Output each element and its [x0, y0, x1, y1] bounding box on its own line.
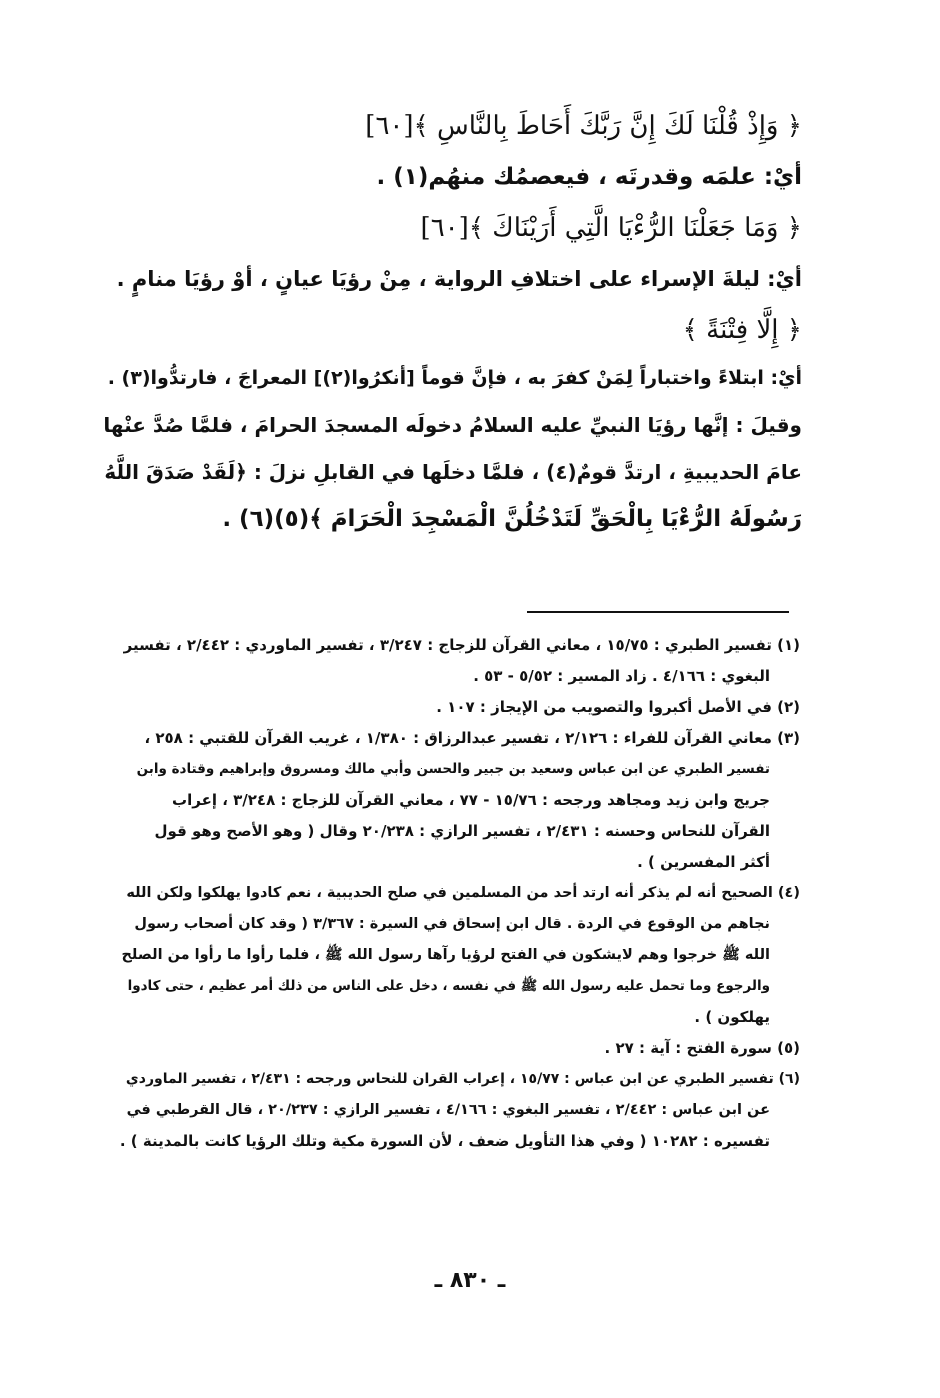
footnote-line: عن ابن عباس : ٢/٤٤٢ ، تفسير البغوي : ٤/١٦٦ ، تفسير الرازي : ٢٠/٢٣٧ ، قال القرطبي في — [126, 1102, 770, 1118]
explanation-paragraph — [102, 355, 802, 543]
footnote-line: جريج وابن زيد ومجاهد ورجحه : ١٥/٧٦ - ٧٧ ، معاني القرآن للزجاج : ٣/٢٤٨ ، إعراب — [172, 791, 770, 809]
footnote-line: تفسير الطبري عن ابن عباس وسعيد بن جبير والحسن وأبي مالك ومسروق وإبراهيم وقتادة وابن — [136, 761, 770, 777]
footnote-line: الله ﷺ خرجوا وهم لايشكون في الفتح لرؤيا رآها رسول الله ﷺ ، فلما رأوا ما رأوا من الصلح — [121, 947, 770, 963]
footnote-line: القرآن للنحاس وحسنه : ٢/٤٣١ ، تفسير الرازي : ٢٠/٢٣٨ وقال ( وهو الأصح وهو قول — [154, 822, 770, 840]
footnote-line: أكثر المفسرين ) . — [637, 853, 770, 871]
footnote-line: (٦) تفسير الطبري عن ابن عباس : ١٥/٧٧ ، إعراب القران للنحاس ورجحه : ٢/٤٣١ ، تفسير الماوردي — [125, 1071, 800, 1087]
footnotes — [120, 630, 800, 1157]
footnote-line: يهلكون ) . — [694, 1008, 770, 1026]
tafsir-line: أيْ: علمَه وقدرتَه ، فيعصمُك منهُم(١) . — [376, 164, 802, 190]
footnote-line: (٤) الصحيح أنه لم يذكر أنه ارتد أحد من المسلمين في صلح الحديبية ، نعم كادوا يهلكوا ولكن الله — [126, 885, 800, 901]
main-text — [102, 100, 802, 356]
footnote-line: نجاهم من الوقوع في الردة . قال ابن إسحاق في السيرة : ٣/٣٦٧ ( وقد كان أصحاب رسول — [134, 916, 770, 932]
page-number: ـ ٨٣٠ ـ — [434, 1268, 506, 1293]
paragraph-line: رَسُولَهُ الرُّءْيَا بِالْحَقِّ لَتَدْخُلُنَّ الْمَسْجِدَ الْحَرَامَ ﴾(٥)(٦) . — [222, 506, 802, 532]
footnote-line: والرجوع وما تحمل عليه رسول الله ﷺ في نفسه ، دخل على الناس من ذلك أمر عظيم ، حتى كادوا — [127, 978, 770, 994]
tafsir-line: أيْ: ليلةَ الإسراء على اختلافِ الرواية ، مِنْ رؤيَا عيانٍ ، أوْ رؤيَا منامٍ . — [116, 267, 802, 291]
verse-line: ﴿ إِلَّا فِتْنَةً ﴾ — [682, 315, 802, 345]
verse-line: ﴿ وَإِذْ قُلْنَا لَكَ إِنَّ رَبَّكَ أَحَاطَ بِالنَّاسِ ﴾[٦٠] — [365, 111, 802, 141]
paragraph-line: أيْ: ابتلاءً واختباراً لِمَنْ كفرَ به ، فإنَّ قوماً [أنكرُوا(٢)] المعراجَ ، فارتدُّوا(٣) . — [107, 367, 802, 389]
footnote-line: تفسيره : ١٠٢٨٢ ( وفي هذا التأويل ضعف ، لأن السورة مكية وتلك الرؤيا كانت بالمدينة ) . — [120, 1132, 770, 1150]
footnote-line: (٣) معاني القرآن للفراء : ٢/١٢٦ ، تفسير عبدالرزاق : ١/٣٨٠ ، غريب القرآن للقتبي : ٢٥٨ ، — [144, 729, 800, 747]
verse-line: ﴿ وَمَا جَعَلْنَا الرُّءْيَا الَّتِي أَرَيْنَاكَ ﴾[٦٠] — [420, 213, 802, 243]
paragraph-line: وقيلَ : إنَّها رؤيَا النبيِّ عليه السلامُ دخولَه المسجدَ الحرامَ ، فلمَّا صُدَّ عنْها — [103, 413, 802, 437]
footnote-line: البغوي : ٤/١٦٦ . زاد المسير : ٥/٥٢ - ٥٣ . — [473, 667, 770, 685]
footnote-line: (١) تفسير الطبري : ١٥/٧٥ ، معاني القرآن للزجاج : ٣/٢٤٧ ، تفسير الماوردي : ٢/٤٤٢ ، تفسير — [123, 636, 800, 654]
footnote-divider — [527, 611, 789, 613]
footnote-line: (٥) سورة الفتح : آية : ٢٧ . — [604, 1039, 800, 1057]
paragraph-line: عامَ الحديبيةِ ، ارتدَّ قومٌ(٤) ، فلمَّا دخلَها في القابلِ نزلَ : ﴿لَقَدْ صَدَقَ اللَّهُ — [104, 460, 802, 484]
footnote-line: (٢) في الأصل أكبروا والتصويب من الإيجاز : ١٠٧ . — [436, 698, 800, 716]
